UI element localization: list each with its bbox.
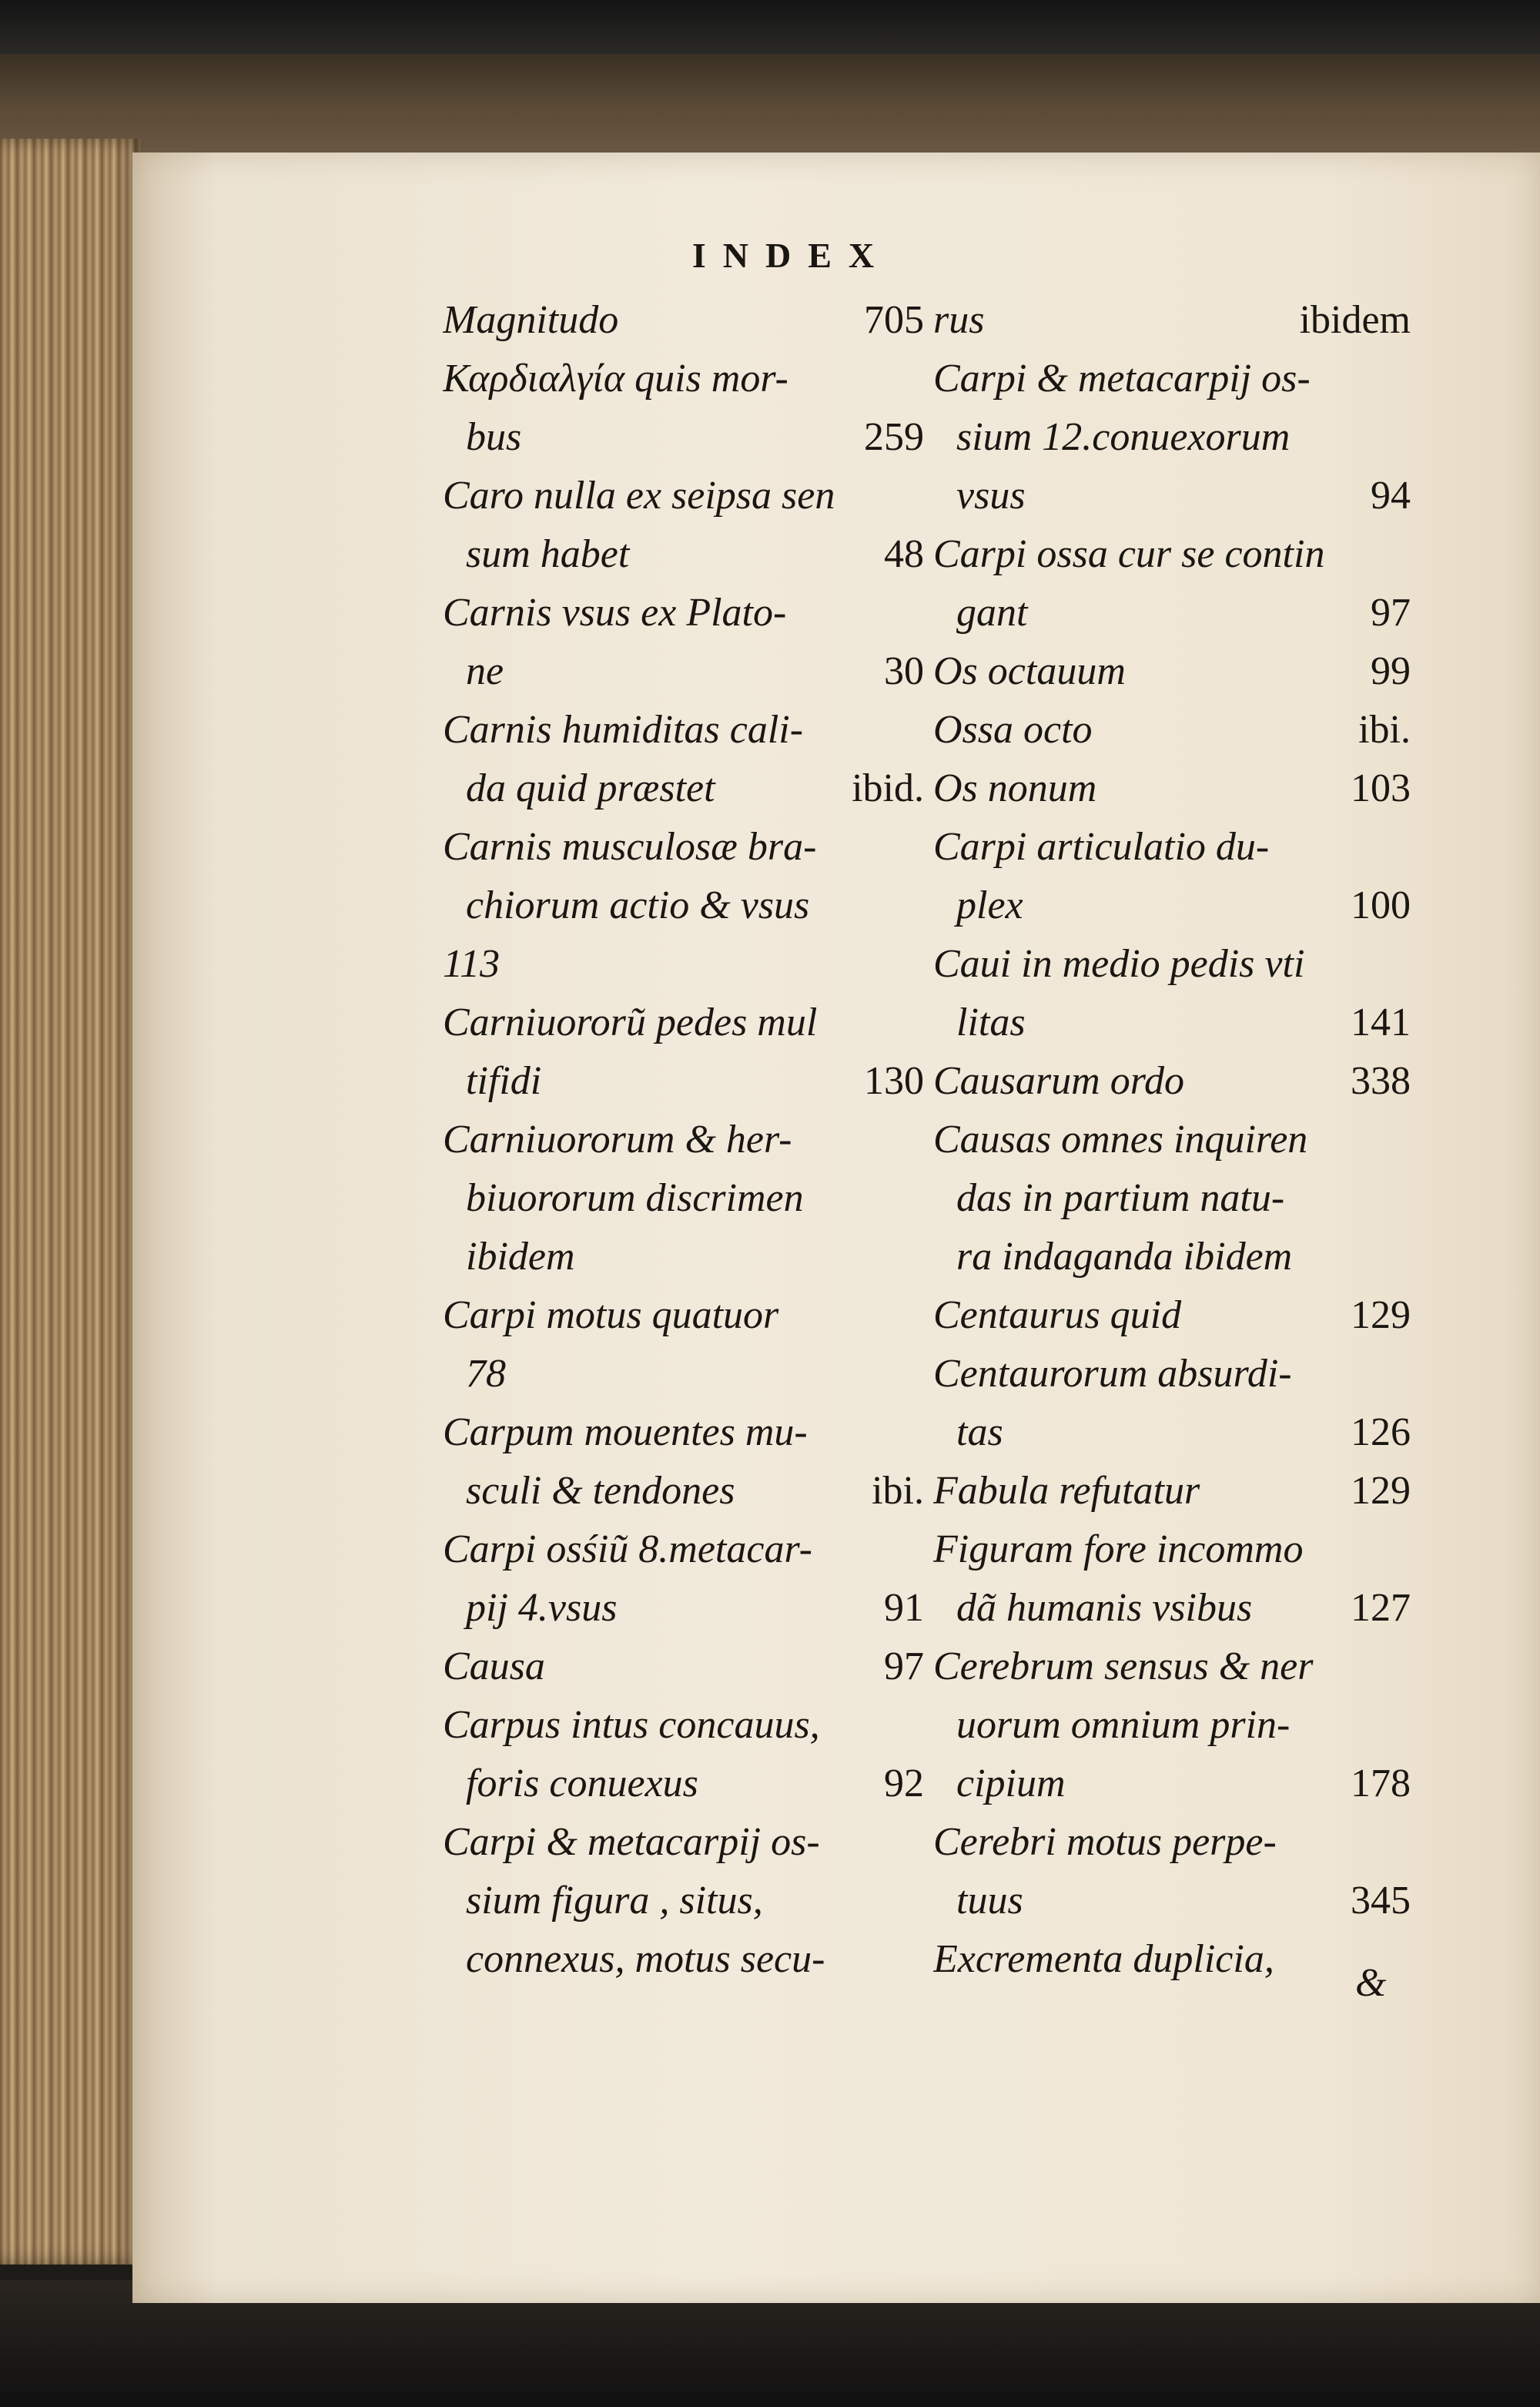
entry-text: tas [956,1410,1003,1454]
index-entry [443,1579,924,1638]
index-entry [443,1696,924,1755]
entry-text: cipium [956,1762,1066,1805]
entry-text: Carnis musculosæ bra- [443,825,817,869]
entry-text: dã humanis vsibus [956,1586,1253,1630]
entry-text: Caro nulla ex seipsa sen [443,474,835,518]
index-entry [443,525,924,584]
entry-text: sculi & tendones [466,1469,735,1513]
entry-page-ref: 97 [884,1644,924,1688]
index-entry [933,350,1411,408]
background-top [0,0,1540,54]
entry-text: Carnis vsus ex Plato- [443,591,787,635]
index-entry [933,759,1411,818]
entry-text: rus [933,298,985,342]
index-entry [933,1696,1411,1755]
entry-text: uorum omnium prin- [956,1703,1291,1747]
index-entry [443,1169,924,1228]
entry-page-ref: ibid. [852,766,924,810]
entry-text: plex [956,883,1023,927]
entry-page-ref: 30 [884,649,924,693]
index-entry [443,467,924,525]
entry-text: chiorum actio & vsus [466,883,810,927]
entry-page-ref: ibidem [1299,298,1411,342]
index-entry [443,1520,924,1579]
entry-text: biuororum discrimen [466,1176,804,1220]
index-entry [443,877,924,935]
entry-page-ref: 129 [1351,1293,1411,1337]
index-entry [443,291,924,350]
entry-text: Carpi motus quatuor [443,1293,779,1337]
index-entry [933,408,1411,467]
entry-text: Excrementa duplicia, [933,1937,1274,1981]
entry-page-ref: 97 [1371,591,1411,635]
entry-text: Καρδιαλγία quis mor- [443,357,788,401]
entry-text: Carniuororum & her- [443,1118,792,1162]
entry-text: vsus [956,474,1026,518]
entry-page-ref: ibi. [1358,708,1411,752]
entry-text: 78 [466,1352,506,1396]
entry-page-ref: 100 [1351,883,1411,927]
entry-text: sum habet [466,532,630,576]
entry-page-ref: 48 [884,532,924,576]
index-entry [933,525,1411,584]
index-entry [443,1403,924,1462]
index-entry [933,701,1411,759]
index-entry [933,1286,1411,1345]
entry-page-ref: 705 [864,298,924,342]
entry-page-ref: 129 [1351,1469,1411,1513]
entry-text: Carnis humiditas cali- [443,708,804,752]
index-entry [443,642,924,701]
entry-page-ref: 126 [1351,1410,1411,1454]
index-entry [933,1638,1411,1696]
entry-page-ref: 178 [1351,1762,1411,1805]
entry-text: litas [956,1001,1026,1044]
entry-text: gant [956,591,1028,635]
index-entry [443,584,924,642]
entry-text: Magnitudo [443,298,619,342]
index-entry [933,935,1411,994]
index-entry [443,1345,924,1403]
entry-text: Causas omnes inquiren [933,1118,1308,1162]
index-entry [933,994,1411,1052]
index-entry [933,1111,1411,1169]
index-entry [933,1403,1411,1462]
index-entry [933,1520,1411,1579]
index-entry [443,1813,924,1872]
entry-page-ref: 127 [1351,1586,1411,1630]
book-cover-edge [0,54,1540,162]
entry-text: Carpum mouentes mu- [443,1410,808,1454]
index-entry [933,1228,1411,1286]
entry-text: ibidem [466,1235,575,1279]
index-entry [933,1579,1411,1638]
index-entry [443,1228,924,1286]
entry-text: Caui in medio pedis vti [933,942,1305,986]
entry-page-ref: 92 [884,1762,924,1805]
entry-page-ref: 338 [1351,1059,1411,1103]
index-entry [933,877,1411,935]
index-entry [443,1111,924,1169]
entry-text: Os nonum [933,766,1097,810]
index-entry [443,1638,924,1696]
entry-page-ref: 130 [864,1059,924,1103]
entry-text: sium 12.conuexorum [956,415,1291,459]
entry-text: Carpi ossa cur se contin [933,532,1325,576]
entry-text: Carpi & metacarpij os- [933,357,1311,401]
index-entry [443,1286,924,1345]
entry-text: da quid præstet [466,766,715,810]
entry-page-ref: 141 [1351,1001,1411,1044]
entry-text: tifidi [466,1059,542,1103]
entry-page-ref: 345 [1351,1879,1411,1923]
entry-text: ne [466,649,504,693]
entry-text: Carpi osśiũ 8.metacar- [443,1527,812,1571]
index-entry [933,642,1411,701]
index-entry [933,1755,1411,1813]
index-entry [933,1930,1411,1989]
entry-text: Figuram fore incommo [933,1527,1304,1571]
entry-page-ref: 94 [1371,474,1411,518]
index-entry [933,1052,1411,1111]
entry-text: sium figura , situs, [466,1879,763,1923]
entry-text: Causa [443,1644,545,1688]
index-column-right [933,291,1411,1989]
index-entry [443,1462,924,1520]
index-entry [443,408,924,467]
entry-text: Causarum ordo [933,1059,1185,1103]
index-entry [933,1813,1411,1872]
entry-page-ref: 99 [1371,649,1411,693]
index-entry [443,350,924,408]
running-head: INDEX [691,236,892,275]
index-entry [443,818,924,877]
index-entry [933,1169,1411,1228]
index-entry [443,1052,924,1111]
page-edges [0,139,142,2265]
entry-text: tuus [956,1879,1023,1923]
entry-text: das in partium natu- [956,1176,1285,1220]
entry-text: bus [466,415,522,459]
index-entry [933,818,1411,877]
entry-page-ref: 91 [884,1586,924,1630]
index-entry [443,1872,924,1930]
entry-text: Carniuororũ pedes mul [443,1001,818,1044]
entry-page-ref: 103 [1351,766,1411,810]
entry-text: Carpus intus concauus, [443,1703,820,1747]
index-entry [443,935,924,994]
entry-page-ref: ibi. [872,1469,924,1513]
entry-page-ref: 259 [864,415,924,459]
entry-text: Carpi & metacarpij os- [443,1820,820,1864]
index-entry [443,1930,924,1989]
entry-text: Cerebri motus perpe- [933,1820,1277,1864]
catchword: & [1355,1961,1387,2005]
entry-text: Fabula refutatur [933,1469,1200,1513]
entry-text: foris conuexus [466,1762,698,1805]
index-entry [933,1872,1411,1930]
index-entry [443,1755,924,1813]
index-entry [933,1345,1411,1403]
index-entry [933,584,1411,642]
index-entry [933,291,1411,350]
entry-text: Centaurus quid [933,1293,1182,1337]
entry-text: Cerebrum sensus & ner [933,1644,1314,1688]
entry-text: Os octauum [933,649,1126,693]
entry-text: ra indaganda ibidem [956,1235,1293,1279]
index-column-left [443,291,924,1989]
index-entry [933,1462,1411,1520]
index-entry [933,467,1411,525]
entry-text: pij 4.vsus [466,1586,618,1630]
entry-text: Ossa octo [933,708,1093,752]
index-entry [443,701,924,759]
entry-text: Carpi articulatio du- [933,825,1270,869]
entry-text: Centaurorum absurdi- [933,1352,1292,1396]
index-entry [443,759,924,818]
entry-text: connexus, motus secu- [466,1937,825,1981]
index-entry [443,994,924,1052]
entry-text: 113 [443,942,500,986]
